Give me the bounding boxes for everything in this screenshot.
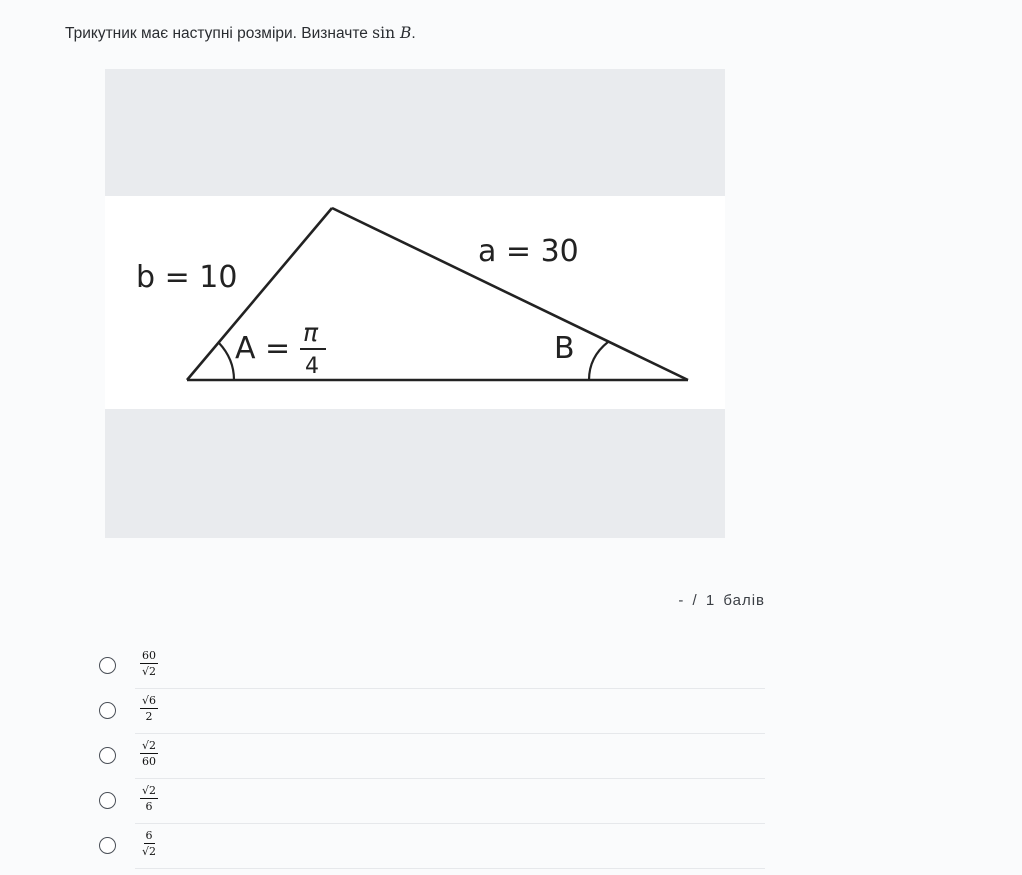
fraction-denominator: √2 [142,845,157,858]
question-math [372,24,411,42]
label-a: a = 30 [478,234,579,269]
fraction [140,740,158,767]
radio-button[interactable] [99,792,116,809]
fraction-denominator: 60 [142,755,156,768]
radio-button[interactable] [99,657,116,674]
fraction-numerator: 6 [145,829,153,842]
fraction [140,650,158,677]
fraction-denominator: √2 [142,665,157,678]
fraction-numerator: √2 [142,784,157,797]
math-fn: sin [372,24,396,42]
answer-option[interactable] [135,644,765,689]
answer-option[interactable] [135,779,765,824]
label-angle-B: B [554,331,575,366]
question-text [65,24,416,43]
answer-option[interactable] [135,824,765,869]
fraction [140,785,158,812]
question-tail: . [411,25,416,42]
answer-option[interactable] [135,689,765,734]
math-var: B [400,24,412,42]
fraction [140,830,158,857]
fraction-denominator: 2 [145,710,153,723]
angle-A-arc [219,343,234,380]
radio-button[interactable] [99,837,116,854]
label-angle-A: A = [235,331,291,366]
answer-options [95,644,765,869]
label-b: b = 10 [136,260,238,295]
label-angle-A-numerator: π [303,318,319,347]
radio-button[interactable] [99,747,116,764]
angle-B-arc [589,342,608,380]
fraction-denominator: 6 [145,800,153,813]
question-prompt: Трикутник має наступні розміри. Визначте [65,25,373,42]
radio-button[interactable] [99,702,116,719]
label-angle-A-denominator: 4 [305,354,319,379]
triangle-diagram [105,196,725,409]
fraction-numerator: √6 [142,694,157,707]
figure-frame [105,69,725,538]
points-indicator: - / 1 балів [678,592,765,609]
fraction [140,695,158,722]
fraction-numerator: √2 [142,739,157,752]
answer-option[interactable] [135,734,765,779]
triangle-figure [105,196,725,409]
fraction-numerator: 60 [142,649,156,662]
